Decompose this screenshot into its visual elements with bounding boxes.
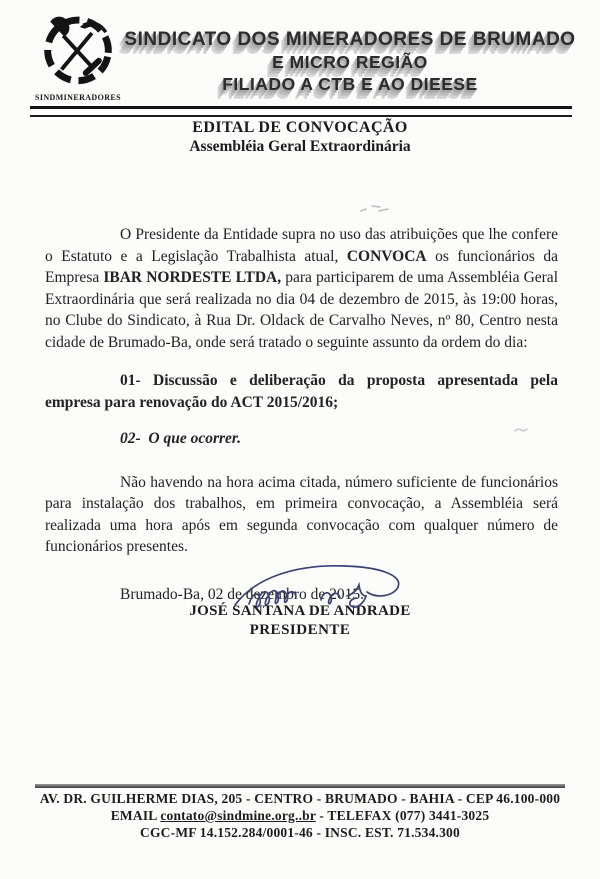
document-title: EDITAL DE CONVOCAÇÃO	[192, 119, 408, 136]
union-affiliation: FILIADO A CTB E AO DIEESE	[222, 74, 478, 94]
agenda-item-2: 02- O que ocorrer.	[120, 430, 241, 447]
paragraph-convocation	[45, 224, 558, 353]
p1-text: para participarem de uma Assembléia Geral Extraordinária que será realizada no dia 04 de dezembro de 2015, às 19:00 horas, no Clube do Sindicato, à Rua Dr. Oldack de Carvalho Neves, nº 80, Centro nesta cidade de Brumado-Ba, onde será tratado o seguinte assunto da ordem do dia:	[45, 269, 558, 351]
footer-email: contato@sindmine.org..br	[160, 808, 316, 823]
scan-smudge	[358, 200, 392, 221]
footer-divider	[35, 784, 565, 788]
footer-email-label: EMAIL	[110, 808, 157, 823]
footer-telefax: - TELEFAX (077) 3441-3025	[319, 808, 490, 823]
union-name: SINDICATO DOS MINERADORES DE BRUMADO	[124, 29, 576, 50]
footer-contact	[0, 807, 600, 824]
letterhead-titles	[112, 29, 588, 95]
p1-text: O Presidente da Entidade supra no uso das atribuições que lhe confere o Estatuto e a Legislação Trabalhista atual,	[45, 226, 558, 265]
agenda-item-1-line1: 01- Discussão e deliberação da proposta apresentada pela	[120, 372, 558, 389]
document-body	[45, 224, 558, 605]
letterhead	[0, 12, 600, 108]
p1-convoca: CONVOCA	[346, 247, 427, 265]
footer-registration: CGC-MF 14.152.284/0001-46 - INSC. EST. 71.534.300	[140, 825, 460, 840]
footer-address: AV. DR. GUILHERME DIAS, 205 - CENTRO - BRUMADO - BAHIA - CEP 46.100-000	[39, 791, 561, 806]
p1-company-name: IBAR NORDESTE LTDA,	[103, 269, 282, 286]
paragraph-quorum: Não havendo na hora acima citada, número suficiente de funcionários para instalação dos trabalhos, em primeira convocação, a Assembléia será realizada uma hora após em segunda convocação com qualquer número de funcionários presentes.	[45, 473, 558, 555]
signature-block	[0, 560, 600, 639]
footer	[0, 790, 600, 841]
agenda-item-1-line2: empresa para renovação do ACT 2015/2016;	[45, 393, 339, 411]
signatory-name: JOSÉ SANTANA DE ANDRADE	[189, 603, 411, 619]
header-divider	[30, 106, 572, 117]
logo-caption: SINDMINERADORES	[34, 93, 121, 102]
signatory-role: PRESIDENTE	[249, 622, 351, 638]
date-line: Brumado-Ba, 02 de dezembro de 2015.	[120, 585, 365, 603]
p1-text: os funcionários da Empresa	[45, 247, 558, 286]
agenda-item-1	[45, 370, 558, 413]
document-subtitle: Assembléia Geral Extraordinária	[189, 138, 411, 155]
union-region: E MICRO REGIÃO	[272, 52, 428, 72]
